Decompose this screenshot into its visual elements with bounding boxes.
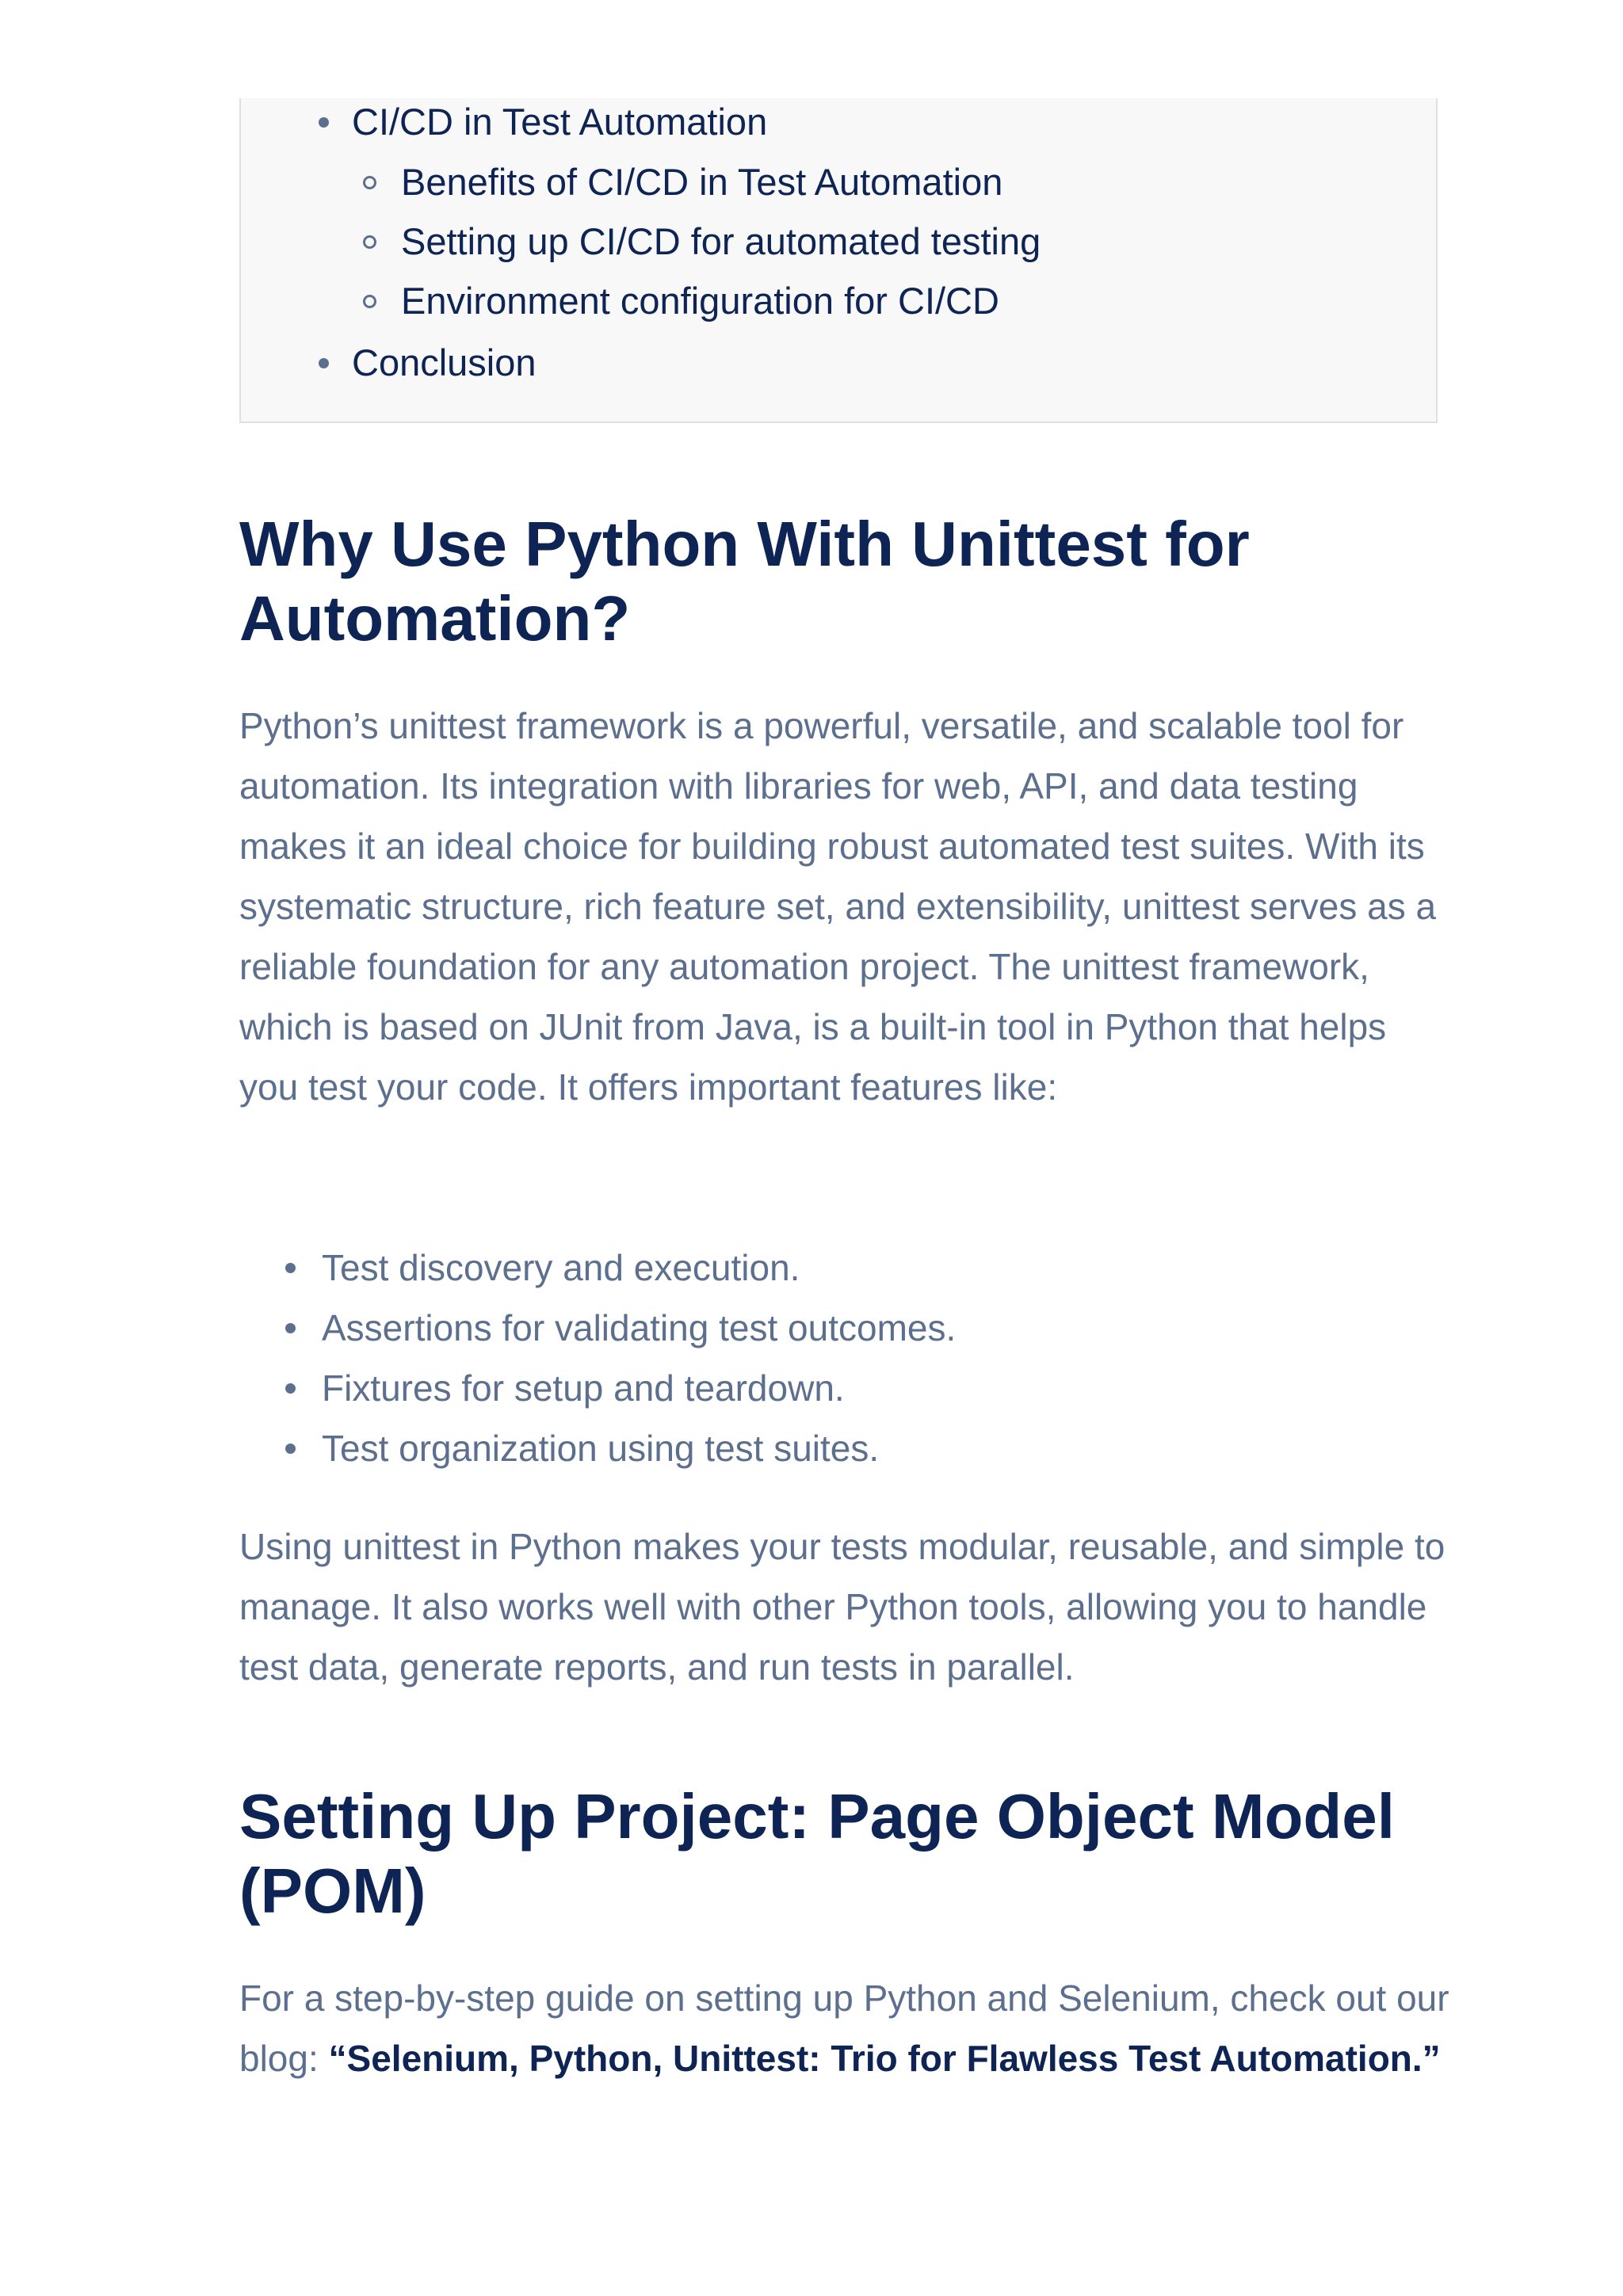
- toc-item-label[interactable]: Conclusion: [352, 341, 537, 383]
- list-item-label: Test organization using test suites.: [322, 1428, 880, 1469]
- bullet-icon: [319, 117, 329, 128]
- section-paragraph-2: Using unittest in Python makes your tests modular, reusable, and simple to manage. It also works well with other Python tools, allowing you to handle test data, generate reports, and run tests in parallel.: [239, 1526, 1445, 1688]
- circle-bullet-icon: [363, 295, 376, 308]
- toc-item-label[interactable]: Benefits of CI/CD in Test Automation: [401, 161, 1003, 203]
- pom-intro-paragraph: [239, 1968, 1452, 2088]
- list-item-label: Assertions for validating test outcomes.: [322, 1307, 957, 1348]
- circle-bullet-icon: [363, 235, 376, 249]
- bullet-icon: [285, 1323, 296, 1333]
- toc-item-cicd[interactable]: [352, 98, 767, 146]
- list-item: [322, 1418, 956, 1478]
- section-heading-why-python: Why Use Python With Unittest for Automation?: [239, 509, 1250, 654]
- toc-item-cicd-setup[interactable]: [401, 218, 1041, 265]
- bullet-icon: [319, 358, 329, 368]
- section-heading-pom: Setting Up Project: Page Object Model (POM): [239, 1781, 1395, 1926]
- toc-item-cicd-environment[interactable]: [401, 277, 999, 325]
- toc-item-conclusion[interactable]: [352, 339, 537, 387]
- bullet-icon: [285, 1383, 296, 1394]
- list-item: [322, 1238, 956, 1298]
- list-item-label: Test discovery and execution.: [322, 1247, 800, 1288]
- list-item-label: Fixtures for setup and teardown.: [322, 1367, 845, 1409]
- toc-item-cicd-benefits[interactable]: [401, 158, 1002, 206]
- feature-list: [322, 1238, 956, 1478]
- circle-bullet-icon: [363, 176, 376, 189]
- toc-item-label[interactable]: Environment configuration for CI/CD: [401, 280, 999, 322]
- bullet-icon: [285, 1444, 296, 1454]
- toc-item-label[interactable]: Setting up CI/CD for automated testing: [401, 220, 1041, 262]
- toc-item-label[interactable]: CI/CD in Test Automation: [352, 101, 768, 143]
- list-item: [322, 1298, 956, 1358]
- list-item: [322, 1358, 956, 1418]
- blog-link[interactable]: “Selenium, Python, Unittest: Trio for Flawless Test Automation.”: [328, 2038, 1441, 2079]
- pom-intro-text: For a step-by-step guide on setting up Python and Selenium, check out our blog:: [239, 1978, 1449, 2079]
- section-paragraph: Python’s unittest framework is a powerful, versatile, and scalable tool for automation. Its integration with libraries for web, API, and data testing makes it an ideal choice for building robust automated test suites. With its systematic structure, rich feature set, and extensibility, unittest serves as a reliable foundation for any automation project. The unittest framework, which is based on JUnit from Java, is a built-in tool in Python that helps you test your code. It offers important features like:: [239, 705, 1437, 1108]
- table-of-contents: [239, 98, 1438, 423]
- bullet-icon: [285, 1263, 296, 1273]
